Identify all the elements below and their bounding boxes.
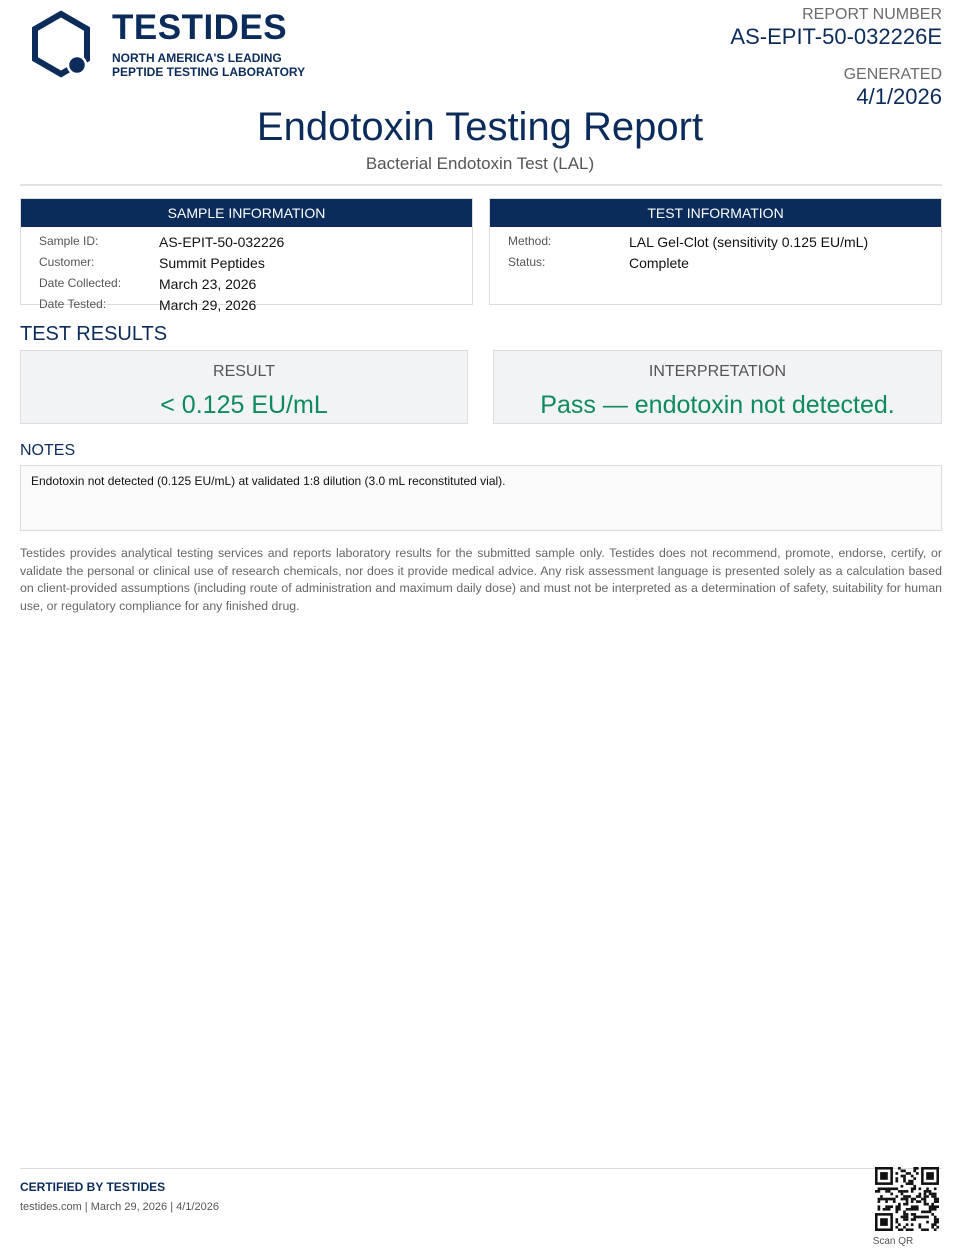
date-tested-value: March 29, 2026 <box>159 297 257 313</box>
method-value: LAL Gel-Clot (sensitivity 0.125 EU/mL) <box>629 234 869 250</box>
sample-id-row <box>21 227 472 248</box>
date-collected-label: Date Collected: <box>39 276 122 290</box>
certified-by: CERTIFIED BY TESTIDES <box>20 1180 166 1194</box>
test-information-heading: TEST INFORMATION <box>490 199 941 227</box>
brand-name: TESTIDES <box>112 8 288 47</box>
generated-label: GENERATED <box>843 66 942 83</box>
result-label: RESULT <box>213 363 275 380</box>
generated-date: 4/1/2026 <box>856 84 942 109</box>
date-collected-row <box>21 269 472 290</box>
date-tested-label: Date Tested: <box>39 297 107 311</box>
sample-id-label: Sample ID: <box>39 234 99 248</box>
method-row <box>490 227 941 248</box>
customer-label: Customer: <box>39 255 95 269</box>
brand-tagline-line2: PEPTIDE TESTING LABORATORY <box>112 65 306 79</box>
footer-info: testides.com | March 29, 2026 | 4/1/2026 <box>20 1201 219 1213</box>
result-card <box>20 350 468 424</box>
result-value: < 0.125 EU/mL <box>160 391 328 419</box>
status-value: Complete <box>629 255 689 271</box>
sample-information-panel <box>20 198 473 313</box>
report-subtitle: Bacterial Endotoxin Test (LAL) <box>365 154 595 173</box>
interpretation-value: Pass — endotoxin not detected. <box>540 391 895 419</box>
report-title: Endotoxin Testing Report <box>256 105 704 149</box>
qr-label: Scan QR <box>872 1236 914 1247</box>
notes-heading: NOTES <box>20 442 76 459</box>
test-results-heading: TEST RESULTS <box>20 323 168 345</box>
date-tested-row <box>21 290 472 311</box>
date-collected-value: March 23, 2026 <box>159 276 257 292</box>
header-divider <box>20 184 942 186</box>
report-number: AS-EPIT-50-032226E <box>730 24 942 49</box>
qr-code-icon[interactable] <box>875 1167 939 1231</box>
report-number-label: REPORT NUMBER <box>802 6 942 23</box>
report-number-block <box>730 6 942 50</box>
status-row <box>490 248 941 269</box>
notes-text: Endotoxin not detected (0.125 EU/mL) at validated 1:8 dilution (3.0 mL reconstituted vial). <box>20 465 942 531</box>
interpretation-label: INTERPRETATION <box>648 363 787 380</box>
sample-id-value: AS-EPIT-50-032226 <box>159 234 285 250</box>
customer-row <box>21 248 472 269</box>
interpretation-card <box>493 350 942 424</box>
disclaimer-text: Testides provides analytical testing services and reports laboratory results for the submitted sample only. Testides does not recommend, promote, endorse, certify, or validate the personal or clinical use of research chemicals, nor does it provide medical advice. Any risk assessment language is presented solely as a calculation based on client-provided assumptions (including route of administration and maximum daily dose) and must not be interpreted as a determination of safety, suitability for human use, or regulatory compliance for any finished drug. <box>20 546 942 613</box>
brand-tagline <box>112 51 305 79</box>
testides-logo-icon <box>31 10 91 80</box>
method-label: Method: <box>508 234 552 248</box>
sample-information-heading: SAMPLE INFORMATION <box>21 199 472 227</box>
customer-value: Summit Peptides <box>159 255 265 271</box>
footer-divider <box>20 1168 942 1169</box>
brand-tagline-line1: NORTH AMERICA'S LEADING <box>112 51 282 65</box>
test-information-panel <box>489 198 942 305</box>
status-label: Status: <box>508 255 546 269</box>
